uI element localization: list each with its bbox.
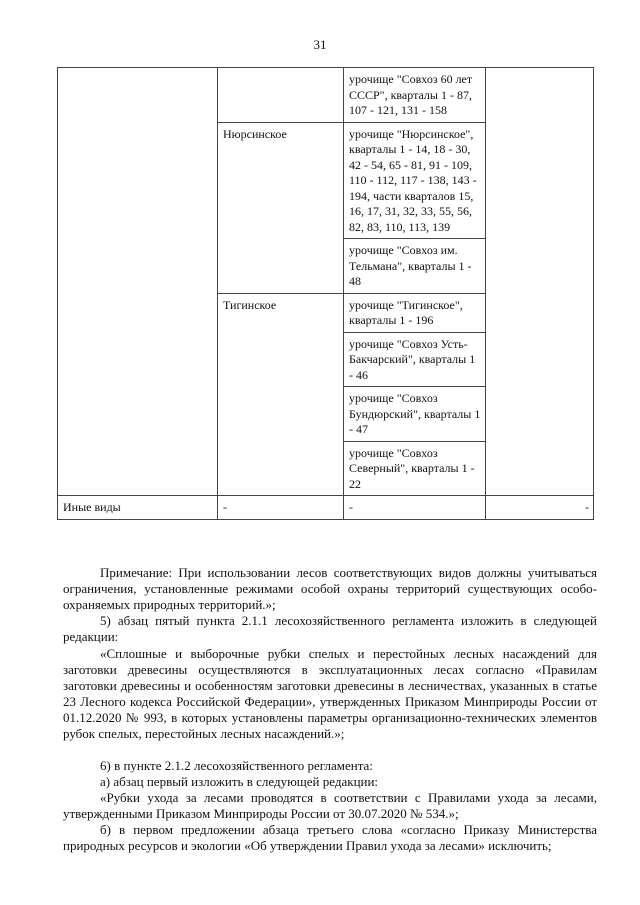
table-cell-tract: урочище "Совхоз Северный", кварталы 1 - 22 bbox=[344, 441, 486, 496]
table-cell-tract: урочище "Совхоз Бундюрский", кварталы 1 - 47 bbox=[344, 387, 486, 442]
table-cell-tract: урочище "Совхоз 60 лет СССР", кварталы 1 - 87, 107 - 121, 131 - 158 bbox=[344, 68, 486, 123]
table-cell-district: - bbox=[218, 496, 344, 520]
table-cell-notes bbox=[486, 68, 594, 496]
table-cell-tract: урочище "Совхоз Усть-Бакчарский", кварталы 1 - 46 bbox=[344, 332, 486, 387]
amendment-subitem-a: а) абзац первый изложить в следующей редакции: bbox=[100, 774, 379, 789]
table-cell-district bbox=[218, 68, 344, 123]
table-row bbox=[58, 68, 594, 123]
amendment-paragraph-6: 6) в пункте 2.1.2 лесохозяйственного регламента: bbox=[100, 758, 373, 773]
page-number: 31 bbox=[313, 37, 327, 52]
amendment-quote-logging: «Сплошные и выборочные рубки спелых и перестойных лесных насаждений для заготовки древесины осуществляются в эксплуатационных лесах согласно «Правилам заготовки древесины и особенностям заготовки древесины в лесничествах, указанных в статье 23 Лесного кодекса Российской Федерации», утвержденных Приказом Минприроды России от 01.12.2020 № 993, в которых установлены параметры организационно-технических элементов рубок спелых, перестойных лесных насаждений.»; bbox=[63, 646, 597, 741]
table-cell-tract: урочище "Нюрсинское", кварталы 1 - 14, 18 - 30, 42 - 54, 65 - 81, 91 - 109, 110 - 112, 117 - 138, 143 - 194, части кварталов 15, 16, 17, 31, 32, 33, 55, 56, 82, 83, 110, 113, 139 bbox=[344, 122, 486, 239]
table-cell-tract: урочище "Тигинское", кварталы 1 - 196 bbox=[344, 293, 486, 332]
forest-usage-table bbox=[57, 67, 594, 520]
amendment-quote-care: «Рубки ухода за лесами проводятся в соответствии с Правилами ухода за лесами, утвержденными Приказом Минприроды России от 30.07.2020 № 534.»; bbox=[63, 790, 597, 821]
amendment-subitem-b: б) в первом предложении абзаца третьего слова «согласно Приказу Министерства природных ресурсов и экологии «Об утверждении Правил ухода за лесами» исключить; bbox=[63, 822, 597, 853]
table-cell-notes: - bbox=[486, 496, 594, 520]
table-cell-tract: - bbox=[344, 496, 486, 520]
table-cell-forest-type bbox=[58, 68, 218, 496]
note-paragraph: Примечание: При использовании лесов соответствующих видов должны учитываться ограничения, установленные режимами особой охраны территорий существующих особо-охраняемых природных территорий.»; bbox=[63, 565, 597, 612]
table-cell-district: Нюрсинское bbox=[218, 122, 344, 293]
table-cell-forest-type: Иные виды bbox=[58, 496, 218, 520]
amendment-paragraph-5: 5) абзац пятый пункта 2.1.1 лесохозяйственного регламента изложить в следующей редакции: bbox=[63, 613, 597, 644]
table-row bbox=[58, 496, 594, 520]
table-cell-district: Тигинское bbox=[218, 293, 344, 496]
table-cell-tract: урочище "Совхоз им. Тельмана", кварталы 1 - 48 bbox=[344, 239, 486, 294]
